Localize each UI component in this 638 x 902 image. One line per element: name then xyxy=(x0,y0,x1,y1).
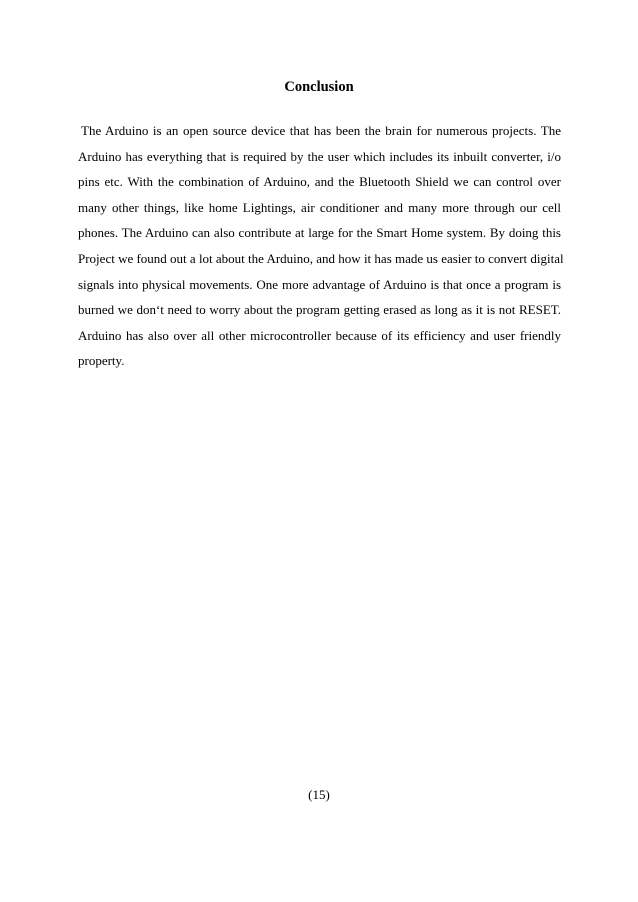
paragraph-line: pins etc. With the combination of Arduino, and the Bluetooth Shield we can control over xyxy=(78,174,561,190)
paragraph-line: Arduino has also over all other microcontroller because of its efficiency and user friendly xyxy=(78,327,561,343)
paragraph-line: signals into physical movements. One more advantage of Arduino is that once a program is xyxy=(78,276,561,292)
paragraph-line: The Arduino is an open source device that has been the brain for numerous projects. The xyxy=(81,123,561,138)
conclusion-paragraph xyxy=(78,118,564,374)
paragraph-line: Arduino has everything that is required by the user which includes its inbuilt converter, i/o xyxy=(78,148,561,164)
paragraph-line: burned we don‘t need to worry about the program getting erased as long as it is not RESET. xyxy=(78,302,561,318)
paragraph-line: many other things, like home Lightings, air conditioner and many more through our cell xyxy=(78,199,561,215)
paragraph-line: property. xyxy=(78,353,125,369)
paragraph-line: phones. The Arduino can also contribute at large for the Smart Home system. By doing this xyxy=(78,225,561,241)
page-number: (15) xyxy=(308,787,330,802)
page-title: Conclusion xyxy=(284,79,354,95)
paragraph-line: Project we found out a lot about the Arduino, and how it has made us easier to convert digital xyxy=(78,250,564,266)
